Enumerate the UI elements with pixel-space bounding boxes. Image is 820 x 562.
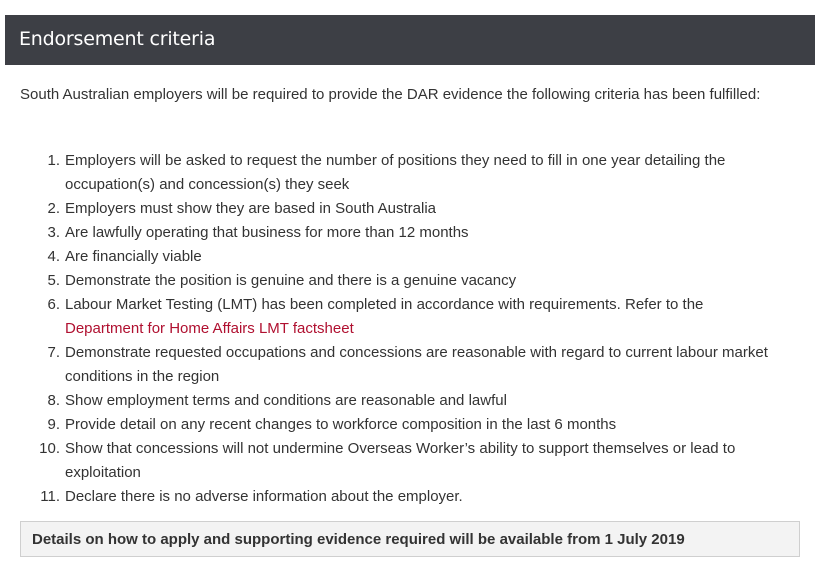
criteria-text: Show employment terms and conditions are reasonable and lawful (65, 392, 507, 409)
criteria-text: Are financially viable (65, 248, 202, 265)
criteria-number: 10 . (20, 437, 60, 485)
criteria-number: 9 . (20, 413, 60, 437)
lmt-factsheet-link[interactable]: Department for Home Affairs LMT factsheet (65, 320, 354, 337)
criteria-item-3 (20, 221, 790, 245)
criteria-text: Employers will be asked to request the number of positions they need to fill in one year detailing the occupation(s) and concession(s) they seek (65, 152, 726, 193)
notice-box (20, 521, 800, 557)
criteria-text: Demonstrate the position is genuine and there is a genuine vacancy (65, 272, 517, 289)
section-title: Endorsement criteria (19, 28, 216, 50)
criteria-text: Demonstrate requested occupations and concessions are reasonable with regard to current labour market conditions in the region (65, 344, 768, 385)
criteria-number: 8 . (20, 389, 60, 413)
criteria-number: 4 . (20, 245, 60, 269)
criteria-text: Provide detail on any recent changes to workforce composition in the last 6 months (65, 416, 617, 433)
criteria-text: Labour Market Testing (LMT) has been completed in accordance with requirements. Refer to the (65, 296, 704, 313)
criteria-number: 2 . (20, 197, 60, 221)
criteria-item-6 (20, 293, 790, 341)
criteria-number: 7 . (20, 341, 60, 389)
criteria-number: 1 . (20, 149, 60, 197)
criteria-item-9 (20, 413, 790, 437)
criteria-number: 11 . (20, 485, 60, 509)
section-header (5, 15, 815, 65)
criteria-text: Show that concessions will not undermine Overseas Worker’s ability to support themselves or lead to exploitation (65, 440, 736, 481)
criteria-number: 5 . (20, 269, 60, 293)
criteria-item-1 (20, 149, 790, 197)
criteria-text-with-link (60, 293, 790, 341)
criteria-item-4 (20, 245, 790, 269)
intro-paragraph: South Australian employers will be required to provide the DAR evidence the following criteria has been fulfilled: (20, 86, 761, 103)
criteria-text: Are lawfully operating that business for more than 12 months (65, 224, 469, 241)
criteria-item-2 (20, 197, 790, 221)
criteria-text: Declare there is no adverse information about the employer. (65, 488, 463, 505)
criteria-item-8 (20, 389, 790, 413)
notice-text: Details on how to apply and supporting evidence required will be available from 1 July 2019 (32, 530, 685, 548)
criteria-item-10 (20, 437, 790, 485)
criteria-text: Employers must show they are based in South Australia (65, 200, 437, 217)
criteria-item-7 (20, 341, 790, 389)
criteria-item-11 (20, 485, 790, 509)
criteria-number: 6 . (20, 293, 60, 341)
criteria-list (20, 149, 790, 509)
criteria-number: 3 . (20, 221, 60, 245)
criteria-item-5 (20, 269, 790, 293)
